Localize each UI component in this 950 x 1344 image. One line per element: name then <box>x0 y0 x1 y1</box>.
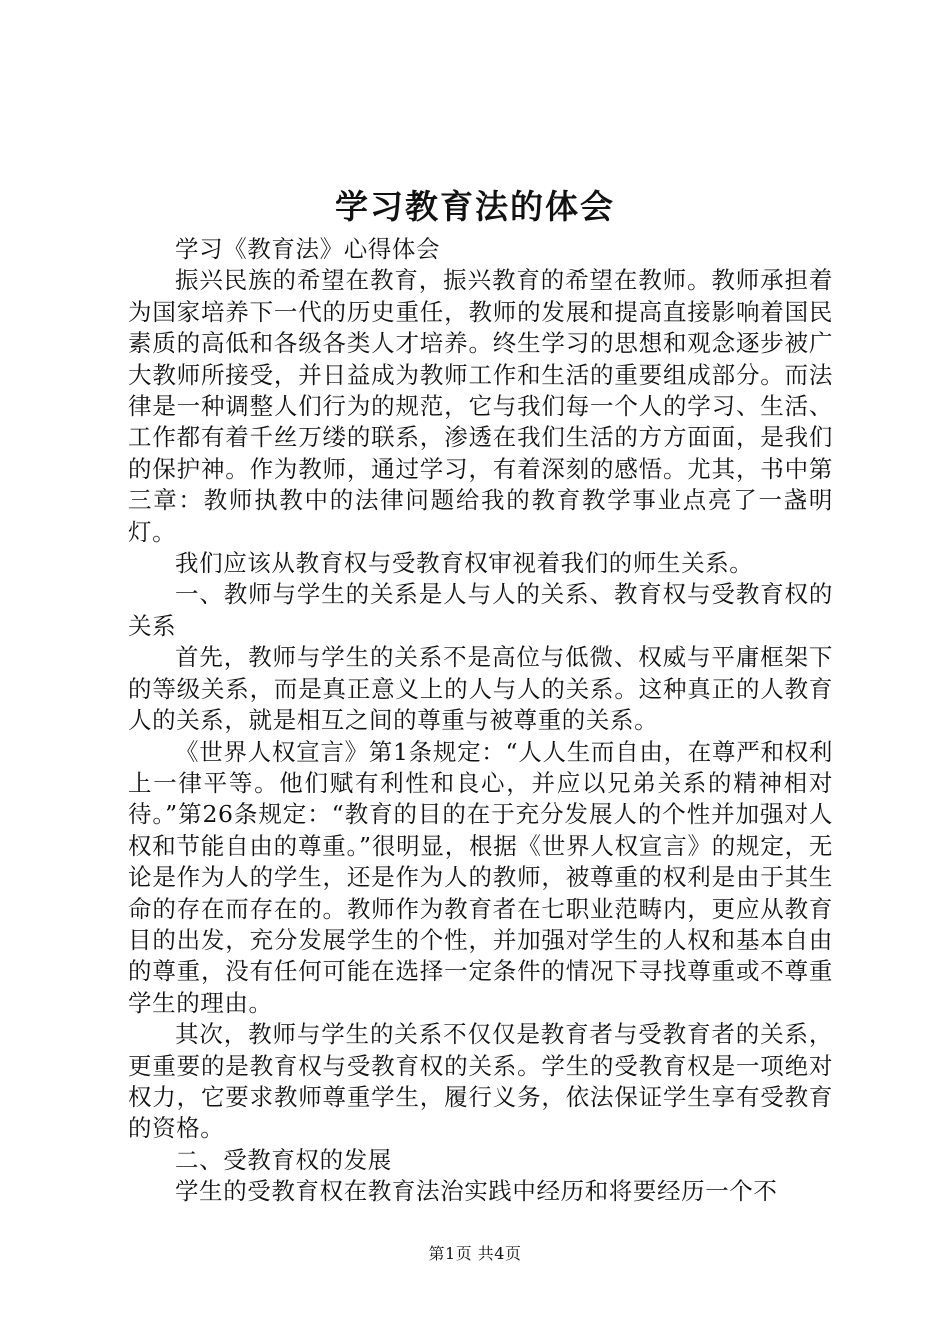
paragraph: 学生的受教育权在教育法治实践中经历和将要经历一个不 <box>175 1177 778 1206</box>
paragraph-subtitle: 学习《教育法》心得体会 <box>175 235 441 263</box>
paragraph: 首先，教师与学生的关系不是高位与低微、权威与平庸框架下的等级关系，而是真正意义上的人与人的关系。这种真正的人教育人的关系，就是相互之间的尊重与被尊重的关系。 <box>128 643 833 735</box>
paragraph: 其次，教师与学生的关系不仅仅是教育者与受教育者的关系，更重要的是教育权与受教育权的关系。学生的受教育权是一项绝对权力，它要求教师尊重学生，履行义务，依法保证学生享有受教育的资格。 <box>128 1020 833 1143</box>
paragraph: 我们应该从教育权与受教育权审视着我们的师生关系。 <box>175 549 754 578</box>
document-title: 学习教育法的体会 <box>335 187 615 226</box>
paragraph: 振兴民族的希望在教育，振兴教育的希望在教师。教师承担着为国家培养下一代的历史重任，教师的发展和提高直接影响着国民素质的高低和各级各类人才培养。终生学习的思想和观念逐步被广大教师所接受，并日益成为教师工作和生活的重要组成部分。而法律是一种调整人们行为的规范，它与我们每一个人的学习、生活、工作都有着千丝万缕的联系，渗透在我们生活的方方面面，是我们的保护神。作为教师，通过学习，有着深刻的感悟。尤其，书中第三章：教师执教中的法律问题给我的教育教学事业点亮了一盏明灯。 <box>128 266 833 546</box>
section-heading: 一、教师与学生的关系是人与人的关系、教育权与受教育权的关系 <box>128 580 833 640</box>
page-footer: 第1页 共4页 <box>428 1244 522 1263</box>
paragraph: 《世界人权宣言》第1条规定：“人人生而自由，在尊严和权利上一律平等。他们赋有利性和良心，并应以兄弟关系的精神相对待。”第26条规定：“教育的目的在于充分发展人的个性并加强对人权和节能自由的尊重。”很明显，根据《世界人权宣言》的规定，无论是作为人的学生，还是作为人的教师，被尊重的权利是由于其生命的存在而存在的。教师作为教育者在七职业范畴内，更应从教育目的出发，充分发展学生的个性，并加强对学生的人权和基本自由的尊重，没有任何可能在选择一定条件的情况下寻找尊重或不尊重学生的理由。 <box>128 737 833 1017</box>
section-heading: 二、受教育权的发展 <box>175 1145 392 1174</box>
document-body <box>128 234 833 1208</box>
